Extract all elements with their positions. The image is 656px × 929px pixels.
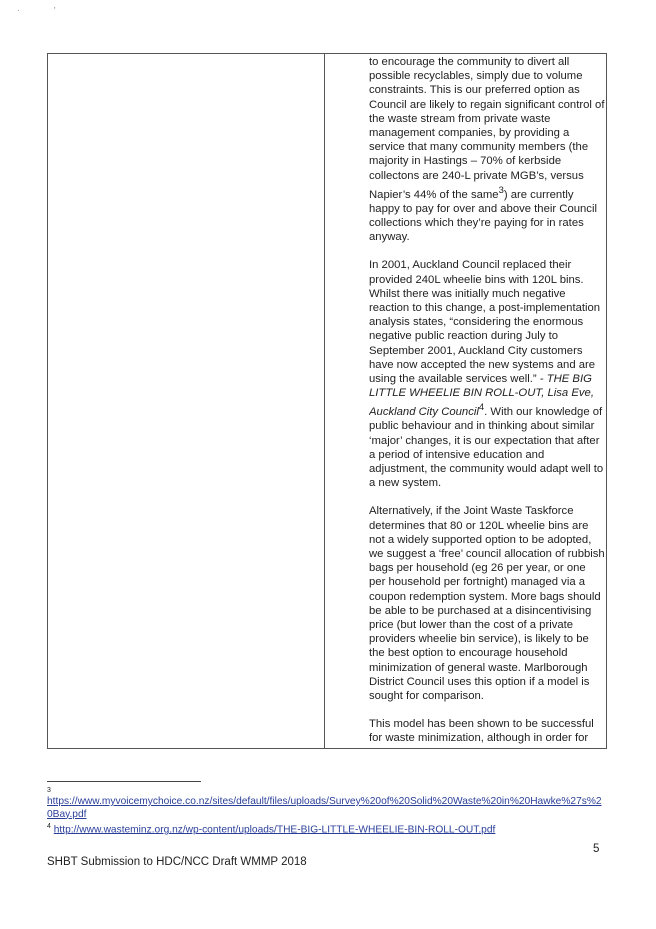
paragraph-auckland-example: In 2001, Auckland Council replaced their provided 240L wheelie bins with 120L bins. Whilst there was initially much negative reaction to this change, a post-implementation analysis states, “considering the enormous negative public reaction during July to September 2001, Auckland City customers have now accepted the new systems and are using the available services well.” - THE BIG LITTLE WHEELIE BIN ROLL-OUT, Lisa Eve, Auckland City Council$^4$. With our knowledge of public behaviour and in thinking about similar ‘major’ changes, it is our expectation that after a period of intensive education and adjustment, the community would adapt well to a new system. [369, 259, 604, 490]
footnote-number-3: 3 [47, 787, 51, 794]
scan-speck: · [17, 6, 20, 15]
footnotes [47, 786, 607, 837]
footnote-4 [47, 821, 607, 837]
scan-speck: ' [54, 6, 56, 15]
footnote-ref-3: 3 [498, 183, 504, 195]
table-right-cell [369, 55, 605, 747]
footnote-separator [47, 781, 201, 782]
numbered-item-2: Alternatively, if the Joint Waste Taskforce determines that 80 or 120L wheelie bins are not a widely supported option to be adopted, we suggest a ‘free’ council allocation of rubbish bags per household (eg 26 per year, or one per household per fortnight) managed via a coupon redemption system. More bags should be able to be purchased at a disincentivising price (but lower than the cost of a private providers wheelie bin service), is likely to be the best option to encourage household minimization of general waste. Marlborough District Council uses this option if a model is sought for comparison. [369, 505, 605, 703]
citation: - THE BIG LITTLE WHEELIE BIN ROLL-OUT, Lisa Eve, Auckland City Council [369, 373, 594, 419]
paragraph-model-success: This model has been shown to be successful for waste minimization, although in order for [369, 718, 594, 745]
footnote-ref-4: 4 [478, 401, 485, 413]
table-column-divider [324, 53, 325, 749]
footnote-link-3[interactable]: https://www.myvoicemychoice.co.nz/sites/default/files/uploads/Survey%20of%20Solid%20Waste%20in%20Hawke%27s%20Bay.pdf [47, 796, 602, 820]
paragraph-option-1-continued: to encourage the community to divert all possible recyclables, simply due to volume constraints. This is our preferred option as Council are likely to regain significant control of the waste stream from private waste management companies, by providing a service that many community members (the majority in Hastings – 70% of kerbside collectons are 240-L private MGB’s, versus Napier’s 44% of the same$^3$) are currently happy to pay for over and above their Council collections which they’re paying for in rates anyway. [369, 56, 605, 244]
footnote-link-4[interactable]: http://www.wasteminz.org.nz/wp-content/uploads/THE-BIG-LITTLE-WHEELIE-BIN-ROLL-OUT.pdf [53, 824, 496, 836]
table-left-cell [48, 54, 324, 748]
footnote-number-4: 4 [47, 823, 51, 830]
document-footer-title: SHBT Submission to HDC/NCC Draft WMMP 2018 [47, 856, 307, 868]
page-number: 5 [593, 843, 600, 855]
